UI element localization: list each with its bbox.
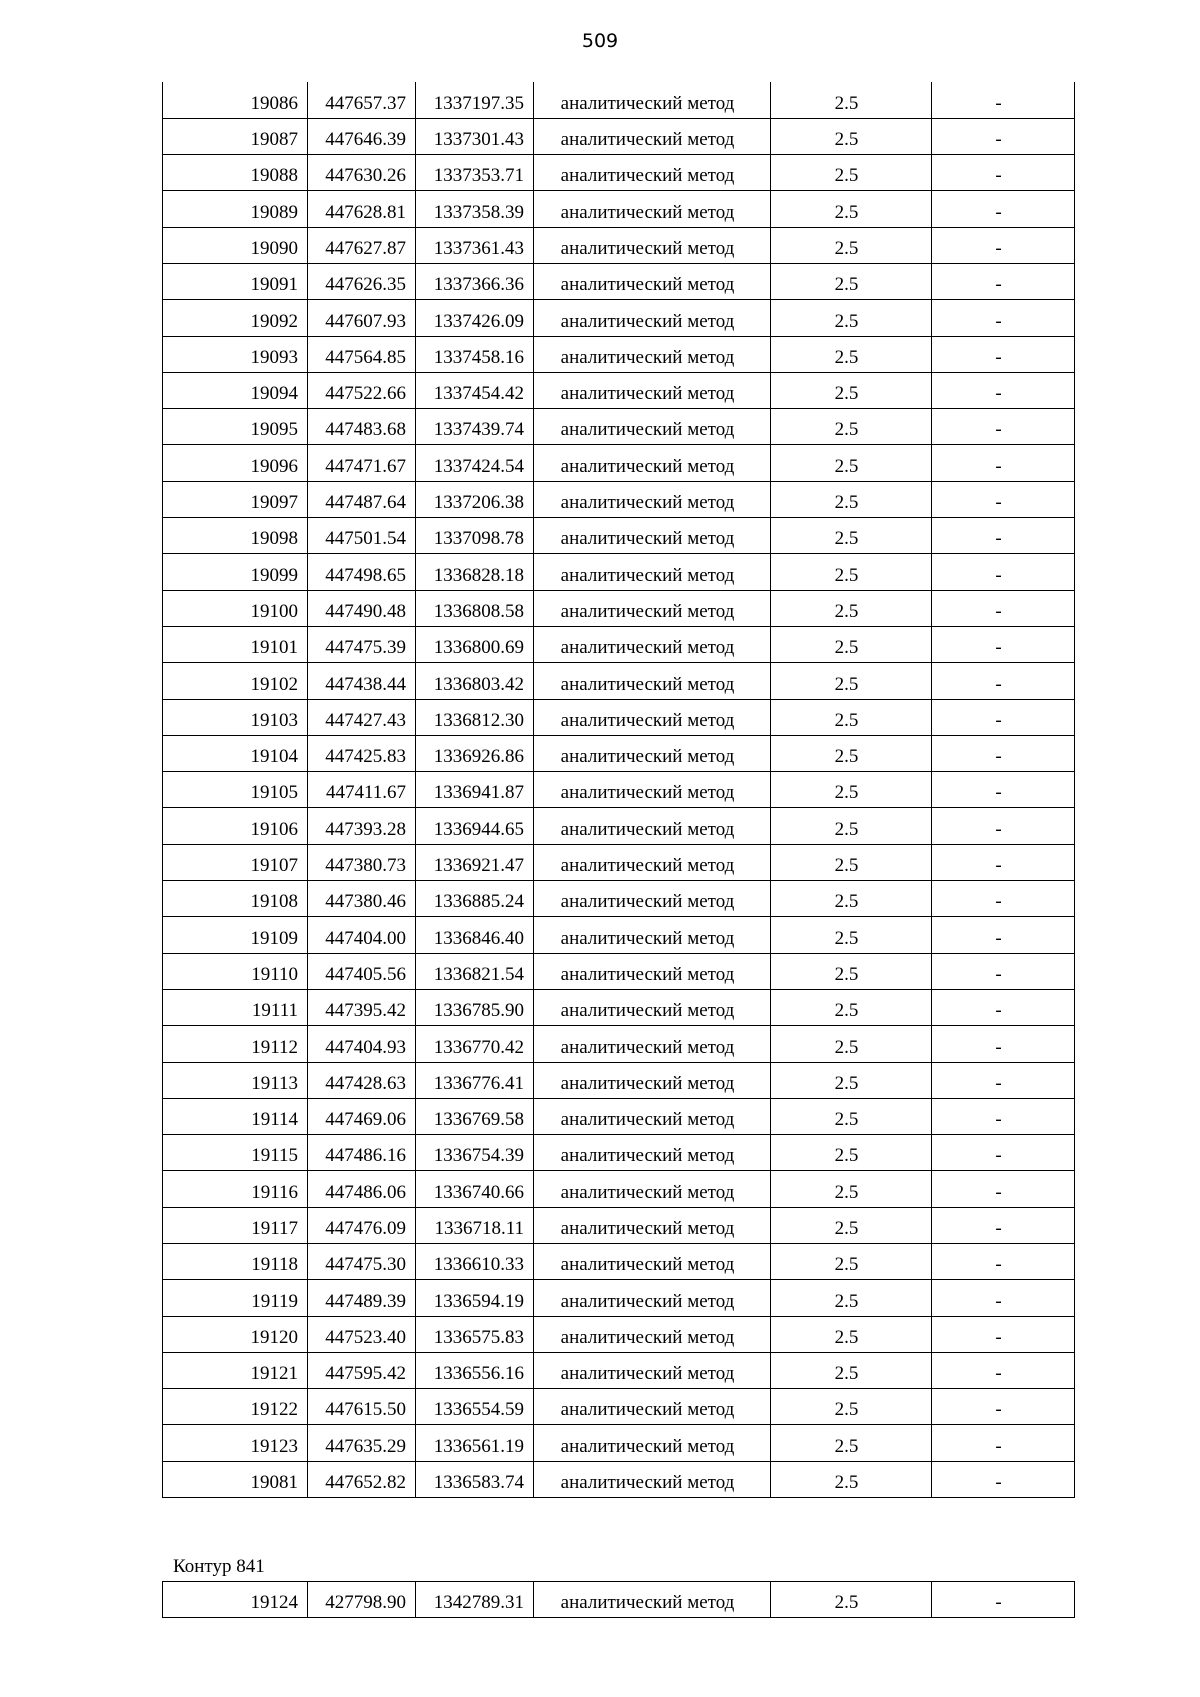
method-cell: аналитический метод <box>534 1582 771 1618</box>
method-cell: аналитический метод <box>534 82 771 118</box>
precision-cell: 2.5 <box>771 336 932 372</box>
point-number-cell: 19124 <box>163 1582 308 1618</box>
table-row <box>163 155 1075 191</box>
x-coordinate-cell: 447405.56 <box>308 953 416 989</box>
precision-cell: 2.5 <box>771 518 932 554</box>
method-cell: аналитический метод <box>534 1316 771 1352</box>
point-number-cell: 19121 <box>163 1352 308 1388</box>
x-coordinate-cell: 447380.46 <box>308 881 416 917</box>
extra-cell: - <box>932 1244 1075 1280</box>
x-coordinate-cell: 447595.42 <box>308 1352 416 1388</box>
y-coordinate-cell: 1336803.42 <box>416 663 534 699</box>
precision-cell: 2.5 <box>771 191 932 227</box>
y-coordinate-cell: 1336554.59 <box>416 1389 534 1425</box>
point-number-cell: 19109 <box>163 917 308 953</box>
point-number-cell: 19106 <box>163 808 308 844</box>
y-coordinate-cell: 1336944.65 <box>416 808 534 844</box>
method-cell: аналитический метод <box>534 1026 771 1062</box>
extra-cell: - <box>932 663 1075 699</box>
point-number-cell: 19113 <box>163 1062 308 1098</box>
precision-cell: 2.5 <box>771 227 932 263</box>
x-coordinate-cell: 447475.30 <box>308 1244 416 1280</box>
point-number-cell: 19099 <box>163 554 308 590</box>
y-coordinate-cell: 1336808.58 <box>416 590 534 626</box>
y-coordinate-cell: 1337358.39 <box>416 191 534 227</box>
table-row <box>163 118 1075 154</box>
table-row <box>163 227 1075 263</box>
point-number-cell: 19097 <box>163 481 308 517</box>
table-row <box>163 300 1075 336</box>
y-coordinate-cell: 1336800.69 <box>416 626 534 662</box>
point-number-cell: 19089 <box>163 191 308 227</box>
precision-cell: 2.5 <box>771 554 932 590</box>
point-number-cell: 19098 <box>163 518 308 554</box>
point-number-cell: 19096 <box>163 445 308 481</box>
table-row <box>163 626 1075 662</box>
table-row <box>163 808 1075 844</box>
precision-cell: 2.5 <box>771 1352 932 1388</box>
point-number-cell: 19090 <box>163 227 308 263</box>
x-coordinate-cell: 427798.90 <box>308 1582 416 1618</box>
precision-cell: 2.5 <box>771 372 932 408</box>
precision-cell: 2.5 <box>771 300 932 336</box>
extra-cell: - <box>932 263 1075 299</box>
y-coordinate-cell: 1336583.74 <box>416 1461 534 1497</box>
point-number-cell: 19094 <box>163 372 308 408</box>
precision-cell: 2.5 <box>771 953 932 989</box>
precision-cell: 2.5 <box>771 808 932 844</box>
y-coordinate-cell: 1337366.36 <box>416 263 534 299</box>
y-coordinate-cell: 1336828.18 <box>416 554 534 590</box>
table-row <box>163 699 1075 735</box>
point-number-cell: 19118 <box>163 1244 308 1280</box>
method-cell: аналитический метод <box>534 1461 771 1497</box>
x-coordinate-cell: 447483.68 <box>308 409 416 445</box>
x-coordinate-cell: 447428.63 <box>308 1062 416 1098</box>
x-coordinate-cell: 447471.67 <box>308 445 416 481</box>
point-number-cell: 19105 <box>163 772 308 808</box>
x-coordinate-cell: 447652.82 <box>308 1461 416 1497</box>
point-number-cell: 19095 <box>163 409 308 445</box>
method-cell: аналитический метод <box>534 953 771 989</box>
method-cell: аналитический метод <box>534 518 771 554</box>
precision-cell: 2.5 <box>771 699 932 735</box>
y-coordinate-cell: 1337206.38 <box>416 481 534 517</box>
method-cell: аналитический метод <box>534 1352 771 1388</box>
table-row <box>163 989 1075 1025</box>
extra-cell: - <box>932 1425 1075 1461</box>
point-number-cell: 19081 <box>163 1461 308 1497</box>
method-cell: аналитический метод <box>534 481 771 517</box>
point-number-cell: 19104 <box>163 735 308 771</box>
extra-cell: - <box>932 518 1075 554</box>
method-cell: аналитический метод <box>534 808 771 844</box>
y-coordinate-cell: 1336769.58 <box>416 1098 534 1134</box>
y-coordinate-cell: 1336846.40 <box>416 917 534 953</box>
point-number-cell: 19092 <box>163 300 308 336</box>
table-row <box>163 1582 1075 1618</box>
table-row <box>163 1062 1075 1098</box>
y-coordinate-cell: 1336740.66 <box>416 1171 534 1207</box>
extra-cell: - <box>932 1062 1075 1098</box>
precision-cell: 2.5 <box>771 1207 932 1243</box>
precision-cell: 2.5 <box>771 844 932 880</box>
x-coordinate-cell: 447607.93 <box>308 300 416 336</box>
table-row <box>163 663 1075 699</box>
x-coordinate-cell: 447475.39 <box>308 626 416 662</box>
x-coordinate-cell: 447490.48 <box>308 590 416 626</box>
point-number-cell: 19103 <box>163 699 308 735</box>
x-coordinate-cell: 447635.29 <box>308 1425 416 1461</box>
extra-cell: - <box>932 1389 1075 1425</box>
method-cell: аналитический метод <box>534 663 771 699</box>
x-coordinate-cell: 447487.64 <box>308 481 416 517</box>
y-coordinate-cell: 1336575.83 <box>416 1316 534 1352</box>
extra-cell: - <box>932 1171 1075 1207</box>
y-coordinate-cell: 1337197.35 <box>416 82 534 118</box>
point-number-cell: 19123 <box>163 1425 308 1461</box>
x-coordinate-cell: 447476.09 <box>308 1207 416 1243</box>
method-cell: аналитический метод <box>534 590 771 626</box>
precision-cell: 2.5 <box>771 626 932 662</box>
table-row <box>163 735 1075 771</box>
y-coordinate-cell: 1336812.30 <box>416 699 534 735</box>
point-number-cell: 19087 <box>163 118 308 154</box>
x-coordinate-cell: 447393.28 <box>308 808 416 844</box>
precision-cell: 2.5 <box>771 881 932 917</box>
x-coordinate-cell: 447438.44 <box>308 663 416 699</box>
table-row <box>163 772 1075 808</box>
precision-cell: 2.5 <box>771 989 932 1025</box>
x-coordinate-cell: 447427.43 <box>308 699 416 735</box>
precision-cell: 2.5 <box>771 1582 932 1618</box>
extra-cell: - <box>932 844 1075 880</box>
method-cell: аналитический метод <box>534 1244 771 1280</box>
method-cell: аналитический метод <box>534 445 771 481</box>
x-coordinate-cell: 447657.37 <box>308 82 416 118</box>
method-cell: аналитический метод <box>534 917 771 953</box>
point-number-cell: 19115 <box>163 1135 308 1171</box>
x-coordinate-cell: 447615.50 <box>308 1389 416 1425</box>
table-row <box>163 1098 1075 1134</box>
table-row <box>163 1171 1075 1207</box>
precision-cell: 2.5 <box>771 772 932 808</box>
x-coordinate-cell: 447486.06 <box>308 1171 416 1207</box>
extra-cell: - <box>932 409 1075 445</box>
table-row <box>163 1316 1075 1352</box>
method-cell: аналитический метод <box>534 1207 771 1243</box>
x-coordinate-cell: 447630.26 <box>308 155 416 191</box>
point-number-cell: 19122 <box>163 1389 308 1425</box>
extra-cell: - <box>932 917 1075 953</box>
method-cell: аналитический метод <box>534 1171 771 1207</box>
point-number-cell: 19088 <box>163 155 308 191</box>
point-number-cell: 19110 <box>163 953 308 989</box>
extra-cell: - <box>932 881 1075 917</box>
y-coordinate-cell: 1342789.31 <box>416 1582 534 1618</box>
precision-cell: 2.5 <box>771 1135 932 1171</box>
table-row <box>163 1425 1075 1461</box>
x-coordinate-cell: 447564.85 <box>308 336 416 372</box>
method-cell: аналитический метод <box>534 263 771 299</box>
method-cell: аналитический метод <box>534 155 771 191</box>
method-cell: аналитический метод <box>534 118 771 154</box>
table-row <box>163 881 1075 917</box>
extra-cell: - <box>932 699 1075 735</box>
y-coordinate-cell: 1337424.54 <box>416 445 534 481</box>
precision-cell: 2.5 <box>771 445 932 481</box>
table-row <box>163 1389 1075 1425</box>
extra-cell: - <box>932 155 1075 191</box>
y-coordinate-cell: 1336754.39 <box>416 1135 534 1171</box>
extra-cell: - <box>932 372 1075 408</box>
x-coordinate-cell: 447380.73 <box>308 844 416 880</box>
page-number: 509 <box>581 30 619 52</box>
method-cell: аналитический метод <box>534 772 771 808</box>
table-row <box>163 953 1075 989</box>
precision-cell: 2.5 <box>771 917 932 953</box>
method-cell: аналитический метод <box>534 844 771 880</box>
extra-cell: - <box>932 445 1075 481</box>
extra-cell: - <box>932 554 1075 590</box>
point-number-cell: 19112 <box>163 1026 308 1062</box>
point-number-cell: 19116 <box>163 1171 308 1207</box>
y-coordinate-cell: 1336885.24 <box>416 881 534 917</box>
x-coordinate-cell: 447501.54 <box>308 518 416 554</box>
x-coordinate-cell: 447627.87 <box>308 227 416 263</box>
extra-cell: - <box>932 82 1075 118</box>
x-coordinate-cell: 447486.16 <box>308 1135 416 1171</box>
y-coordinate-cell: 1336718.11 <box>416 1207 534 1243</box>
method-cell: аналитический метод <box>534 1062 771 1098</box>
y-coordinate-cell: 1336926.86 <box>416 735 534 771</box>
precision-cell: 2.5 <box>771 481 932 517</box>
precision-cell: 2.5 <box>771 1280 932 1316</box>
table-row <box>163 336 1075 372</box>
method-cell: аналитический метод <box>534 1098 771 1134</box>
precision-cell: 2.5 <box>771 1098 932 1134</box>
table-row <box>163 1280 1075 1316</box>
y-coordinate-cell: 1336770.42 <box>416 1026 534 1062</box>
extra-cell: - <box>932 1026 1075 1062</box>
contour-coordinates-table <box>162 1581 1075 1618</box>
y-coordinate-cell: 1336941.87 <box>416 772 534 808</box>
table-row <box>163 1026 1075 1062</box>
precision-cell: 2.5 <box>771 735 932 771</box>
precision-cell: 2.5 <box>771 263 932 299</box>
method-cell: аналитический метод <box>534 191 771 227</box>
method-cell: аналитический метод <box>534 735 771 771</box>
y-coordinate-cell: 1336776.41 <box>416 1062 534 1098</box>
point-number-cell: 19086 <box>163 82 308 118</box>
table-row <box>163 917 1075 953</box>
extra-cell: - <box>932 191 1075 227</box>
extra-cell: - <box>932 1135 1075 1171</box>
method-cell: аналитический метод <box>534 300 771 336</box>
point-number-cell: 19108 <box>163 881 308 917</box>
point-number-cell: 19091 <box>163 263 308 299</box>
table-row <box>163 82 1075 118</box>
table-row <box>163 554 1075 590</box>
table-row <box>163 263 1075 299</box>
extra-cell: - <box>932 772 1075 808</box>
y-coordinate-cell: 1337426.09 <box>416 300 534 336</box>
table-row <box>163 590 1075 626</box>
method-cell: аналитический метод <box>534 1135 771 1171</box>
contour-label: Контур 841 <box>173 1556 265 1577</box>
extra-cell: - <box>932 626 1075 662</box>
y-coordinate-cell: 1336610.33 <box>416 1244 534 1280</box>
x-coordinate-cell: 447522.66 <box>308 372 416 408</box>
table-row <box>163 191 1075 227</box>
y-coordinate-cell: 1337353.71 <box>416 155 534 191</box>
table-row <box>163 1352 1075 1388</box>
y-coordinate-cell: 1336785.90 <box>416 989 534 1025</box>
extra-cell: - <box>932 808 1075 844</box>
method-cell: аналитический метод <box>534 227 771 263</box>
precision-cell: 2.5 <box>771 1026 932 1062</box>
extra-cell: - <box>932 735 1075 771</box>
method-cell: аналитический метод <box>534 1389 771 1425</box>
precision-cell: 2.5 <box>771 590 932 626</box>
point-number-cell: 19119 <box>163 1280 308 1316</box>
extra-cell: - <box>932 590 1075 626</box>
x-coordinate-cell: 447404.00 <box>308 917 416 953</box>
precision-cell: 2.5 <box>771 1062 932 1098</box>
y-coordinate-cell: 1337098.78 <box>416 518 534 554</box>
precision-cell: 2.5 <box>771 1244 932 1280</box>
table-row <box>163 445 1075 481</box>
extra-cell: - <box>932 1316 1075 1352</box>
table-row <box>163 372 1075 408</box>
method-cell: аналитический метод <box>534 989 771 1025</box>
point-number-cell: 19107 <box>163 844 308 880</box>
extra-cell: - <box>932 481 1075 517</box>
precision-cell: 2.5 <box>771 409 932 445</box>
x-coordinate-cell: 447469.06 <box>308 1098 416 1134</box>
x-coordinate-cell: 447425.83 <box>308 735 416 771</box>
y-coordinate-cell: 1336561.19 <box>416 1425 534 1461</box>
table-row <box>163 481 1075 517</box>
y-coordinate-cell: 1336594.19 <box>416 1280 534 1316</box>
x-coordinate-cell: 447489.39 <box>308 1280 416 1316</box>
precision-cell: 2.5 <box>771 1171 932 1207</box>
point-number-cell: 19114 <box>163 1098 308 1134</box>
point-number-cell: 19117 <box>163 1207 308 1243</box>
x-coordinate-cell: 447498.65 <box>308 554 416 590</box>
extra-cell: - <box>932 989 1075 1025</box>
precision-cell: 2.5 <box>771 155 932 191</box>
table-row <box>163 409 1075 445</box>
table-row <box>163 518 1075 554</box>
table-row <box>163 844 1075 880</box>
method-cell: аналитический метод <box>534 1280 771 1316</box>
x-coordinate-cell: 447628.81 <box>308 191 416 227</box>
point-number-cell: 19093 <box>163 336 308 372</box>
y-coordinate-cell: 1337301.43 <box>416 118 534 154</box>
x-coordinate-cell: 447626.35 <box>308 263 416 299</box>
coordinates-table <box>162 82 1075 1498</box>
table-row <box>163 1207 1075 1243</box>
extra-cell: - <box>932 1280 1075 1316</box>
method-cell: аналитический метод <box>534 336 771 372</box>
y-coordinate-cell: 1336921.47 <box>416 844 534 880</box>
point-number-cell: 19100 <box>163 590 308 626</box>
method-cell: аналитический метод <box>534 699 771 735</box>
x-coordinate-cell: 447523.40 <box>308 1316 416 1352</box>
y-coordinate-cell: 1337458.16 <box>416 336 534 372</box>
method-cell: аналитический метод <box>534 626 771 662</box>
y-coordinate-cell: 1336556.16 <box>416 1352 534 1388</box>
precision-cell: 2.5 <box>771 1425 932 1461</box>
x-coordinate-cell: 447646.39 <box>308 118 416 154</box>
extra-cell: - <box>932 227 1075 263</box>
method-cell: аналитический метод <box>534 554 771 590</box>
x-coordinate-cell: 447395.42 <box>308 989 416 1025</box>
extra-cell: - <box>932 118 1075 154</box>
y-coordinate-cell: 1337361.43 <box>416 227 534 263</box>
extra-cell: - <box>932 1098 1075 1134</box>
point-number-cell: 19120 <box>163 1316 308 1352</box>
point-number-cell: 19111 <box>163 989 308 1025</box>
table-row <box>163 1244 1075 1280</box>
extra-cell: - <box>932 1461 1075 1497</box>
table-row <box>163 1461 1075 1497</box>
extra-cell: - <box>932 953 1075 989</box>
extra-cell: - <box>932 336 1075 372</box>
extra-cell: - <box>932 1352 1075 1388</box>
extra-cell: - <box>932 1582 1075 1618</box>
precision-cell: 2.5 <box>771 82 932 118</box>
y-coordinate-cell: 1337439.74 <box>416 409 534 445</box>
precision-cell: 2.5 <box>771 1461 932 1497</box>
precision-cell: 2.5 <box>771 118 932 154</box>
method-cell: аналитический метод <box>534 372 771 408</box>
precision-cell: 2.5 <box>771 1389 932 1425</box>
x-coordinate-cell: 447404.93 <box>308 1026 416 1062</box>
y-coordinate-cell: 1336821.54 <box>416 953 534 989</box>
precision-cell: 2.5 <box>771 663 932 699</box>
x-coordinate-cell: 447411.67 <box>308 772 416 808</box>
point-number-cell: 19101 <box>163 626 308 662</box>
table-row <box>163 1135 1075 1171</box>
extra-cell: - <box>932 1207 1075 1243</box>
method-cell: аналитический метод <box>534 881 771 917</box>
point-number-cell: 19102 <box>163 663 308 699</box>
method-cell: аналитический метод <box>534 1425 771 1461</box>
y-coordinate-cell: 1337454.42 <box>416 372 534 408</box>
precision-cell: 2.5 <box>771 1316 932 1352</box>
extra-cell: - <box>932 300 1075 336</box>
method-cell: аналитический метод <box>534 409 771 445</box>
